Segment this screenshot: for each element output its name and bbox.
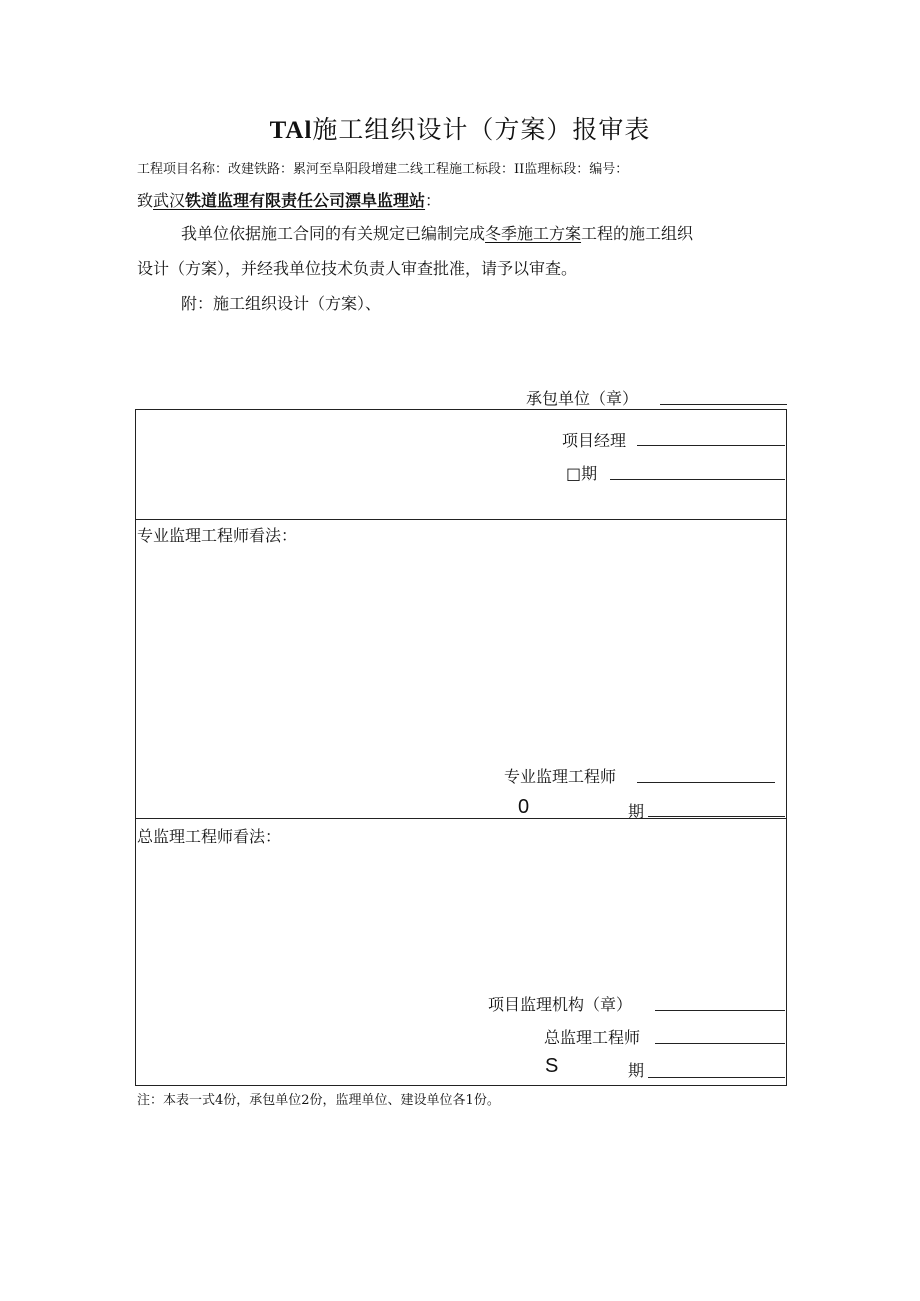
- project-manager-signature-line[interactable]: [637, 445, 785, 446]
- specialist-date-label: 期: [628, 802, 645, 821]
- project-name-field[interactable]: 冬季施工方案: [485, 224, 582, 243]
- chief-section: [135, 818, 787, 1086]
- project-line: 工程项目名称：改建铁路：累河至阜阳段增建二线工程施工标段：II监理标段：编号：: [137, 162, 629, 177]
- contractor-unit-signature-line[interactable]: [660, 404, 787, 405]
- specialist-opinion-label: 专业监理工程师看法：: [137, 526, 298, 545]
- specialist-date-line[interactable]: [648, 816, 785, 817]
- body-line-1: [181, 221, 693, 244]
- specialist-signer-label: 专业监理工程师: [504, 767, 617, 786]
- date-box-icon: □: [566, 464, 582, 483]
- chief-date-prefix: S: [545, 1055, 559, 1077]
- chief-date-line[interactable]: [648, 1077, 785, 1078]
- supervision-org-label: 项目监理机构（章）: [488, 995, 633, 1014]
- body-line-2: 设计（方案），并经我单位技术负责人审查批准，请予以审查。: [137, 259, 578, 278]
- specialist-section: [135, 519, 787, 819]
- project-manager-label: 项目经理: [562, 431, 627, 450]
- recipient-name-part2: 铁道监理有限责任公司漂阜监理站: [185, 191, 426, 210]
- specialist-date-prefix: 0: [518, 796, 530, 818]
- recipient-name-part1: 武汉: [153, 191, 186, 210]
- chief-date-label: 期: [628, 1061, 645, 1080]
- body-text-b: 工程的施工组织: [581, 224, 694, 243]
- chief-signature-line[interactable]: [655, 1043, 785, 1044]
- bottom-rule: [397, 1085, 787, 1086]
- supervision-org-signature-line[interactable]: [655, 1010, 785, 1011]
- form-title-text: 施工组织设计（方案）报审表: [312, 115, 651, 144]
- specialist-signature-line[interactable]: [637, 782, 775, 783]
- recipient-line: [137, 188, 441, 211]
- contractor-date-line[interactable]: [610, 479, 785, 480]
- contractor-unit-label: 承包单位（章）: [526, 389, 639, 408]
- recipient-suffix: ：: [425, 191, 442, 210]
- body-text-a: 我单位依据施工合同的有关规定已编制完成: [181, 224, 486, 243]
- form-code: TAl: [269, 117, 313, 144]
- contractor-section: [135, 409, 787, 520]
- attachment-line: 附：施工组织设计（方案）、: [181, 294, 382, 313]
- chief-signer-label: 总监理工程师: [544, 1028, 641, 1047]
- form-title: [0, 110, 920, 146]
- footer-note: 注：本表一式4份，承包单位2份，监理单位、建设单位各1份。: [137, 1093, 500, 1108]
- chief-opinion-label: 总监理工程师看法：: [137, 827, 282, 846]
- recipient-prefix: 致: [137, 191, 154, 210]
- contractor-date-label: □期: [566, 464, 598, 483]
